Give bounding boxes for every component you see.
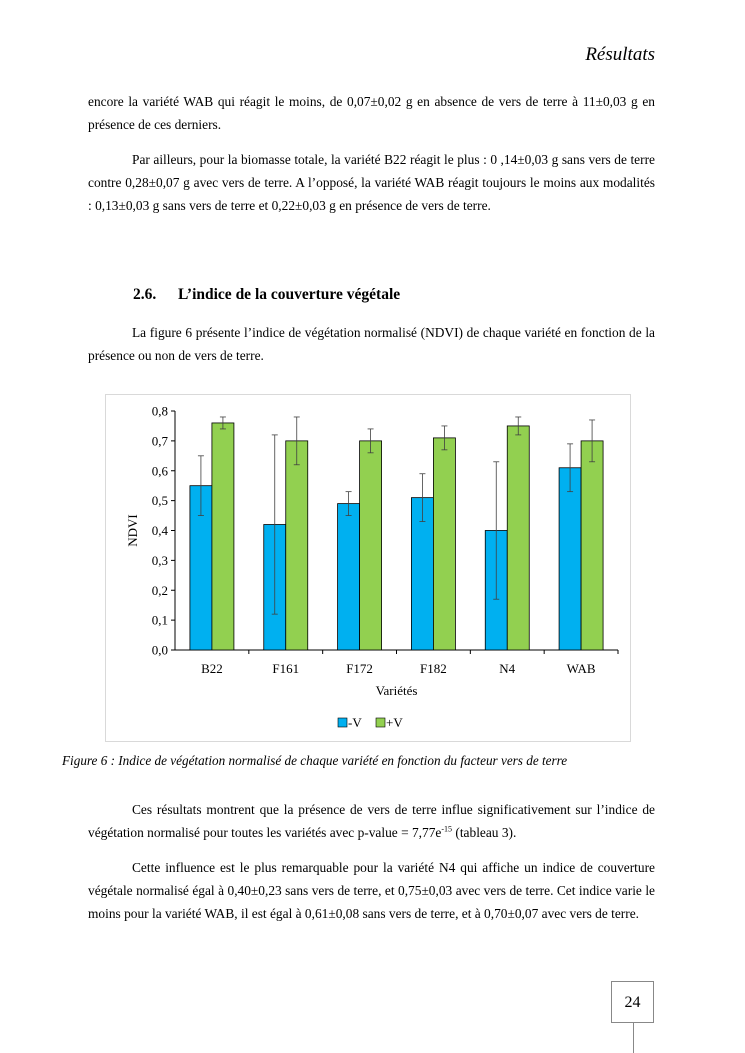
bar bbox=[286, 441, 308, 650]
page-number-tick bbox=[633, 1023, 634, 1053]
bar bbox=[559, 468, 581, 650]
figure-caption: Figure 6 : Indice de végétation normalisé de chaque variété en fonction du facteur vers de terre bbox=[62, 753, 568, 768]
legend-label: +V bbox=[386, 715, 403, 730]
paragraph-2: Par ailleurs, pour la biomasse totale, la variété B22 réagit le plus : 0 ,14±0,03 g sans vers de terre contre 0,28±0,07 g avec vers de terre. A l’opposé, la variété WAB réagit toujours le moins aux modalités : 0,13±0,03 g sans vers de terre et 0,22±0,03 g en présence de vers de terre. bbox=[88, 152, 655, 214]
x-tick-label: F182 bbox=[420, 661, 447, 676]
section-title: L’indice de la couverture végétale bbox=[178, 286, 401, 303]
bar bbox=[360, 441, 382, 650]
legend-swatch bbox=[338, 718, 347, 727]
section-number: 2.6. bbox=[133, 286, 157, 303]
paragraph-5: Cette influence est le plus remarquable pour la variété N4 qui affiche un indice de couverture végétale normalisé égal à 0,40±0,23 sans vers de terre, et 0,75±0,03 avec vers de terre. Cet indice varie le moins pour la variété WAB, il est égal à 0,61±0,08 sans vers de terre, et à 0,70±0,07 avec vers de terre. bbox=[88, 860, 655, 922]
y-tick-label: 0,2 bbox=[151, 582, 168, 598]
y-tick-label: 0,0 bbox=[151, 642, 168, 658]
ndvi-chart-svg bbox=[106, 395, 630, 741]
legend-swatch bbox=[376, 718, 385, 727]
running-header: Résultats bbox=[585, 44, 655, 65]
paragraph-4-exponent: -15 bbox=[441, 824, 453, 834]
paragraph-4-tail: (tableau 3). bbox=[452, 825, 517, 841]
y-tick-label: 0,3 bbox=[151, 552, 168, 568]
section-heading bbox=[133, 286, 400, 304]
x-axis-title: Variétés bbox=[375, 683, 418, 698]
x-tick-label: WAB bbox=[566, 661, 596, 676]
bar bbox=[581, 441, 603, 650]
x-tick-label: F172 bbox=[346, 661, 373, 676]
x-tick-label: B22 bbox=[201, 661, 223, 676]
paragraph-3: La figure 6 présente l’indice de végétation normalisé (NDVI) de chaque variété en fonction de la présence ou non de vers de terre. bbox=[88, 325, 655, 364]
ndvi-chart bbox=[105, 394, 631, 742]
bar bbox=[507, 426, 529, 650]
bar bbox=[212, 423, 234, 650]
y-tick-label: 0,4 bbox=[151, 523, 168, 538]
paragraph-4-text: Ces résultats montrent que la présence de vers de terre influe significativement sur l’indice de végétation normalisé pour toutes les variétés avec p-value = 7,77e bbox=[88, 802, 655, 841]
y-tick-label: 0,8 bbox=[151, 403, 168, 419]
x-tick-label: F161 bbox=[272, 661, 300, 676]
y-tick-label: 0,6 bbox=[151, 463, 168, 479]
y-tick-label: 0,5 bbox=[151, 493, 168, 509]
y-tick-label: 0,7 bbox=[151, 433, 168, 449]
paragraph-1: encore la variété WAB qui réagit le moins, de 0,07±0,02 g en absence de vers de terre à 11±0,03 g en présence de ces derniers. bbox=[88, 94, 655, 133]
bar bbox=[433, 438, 455, 650]
x-tick-label: N4 bbox=[499, 661, 516, 676]
y-axis-title: NDVI bbox=[125, 514, 140, 547]
y-tick-label: 0,1 bbox=[151, 612, 168, 628]
bar bbox=[338, 504, 360, 650]
paragraph-4 bbox=[88, 798, 655, 844]
legend-label: -V bbox=[348, 715, 362, 730]
page-number: 24 bbox=[611, 981, 654, 1023]
